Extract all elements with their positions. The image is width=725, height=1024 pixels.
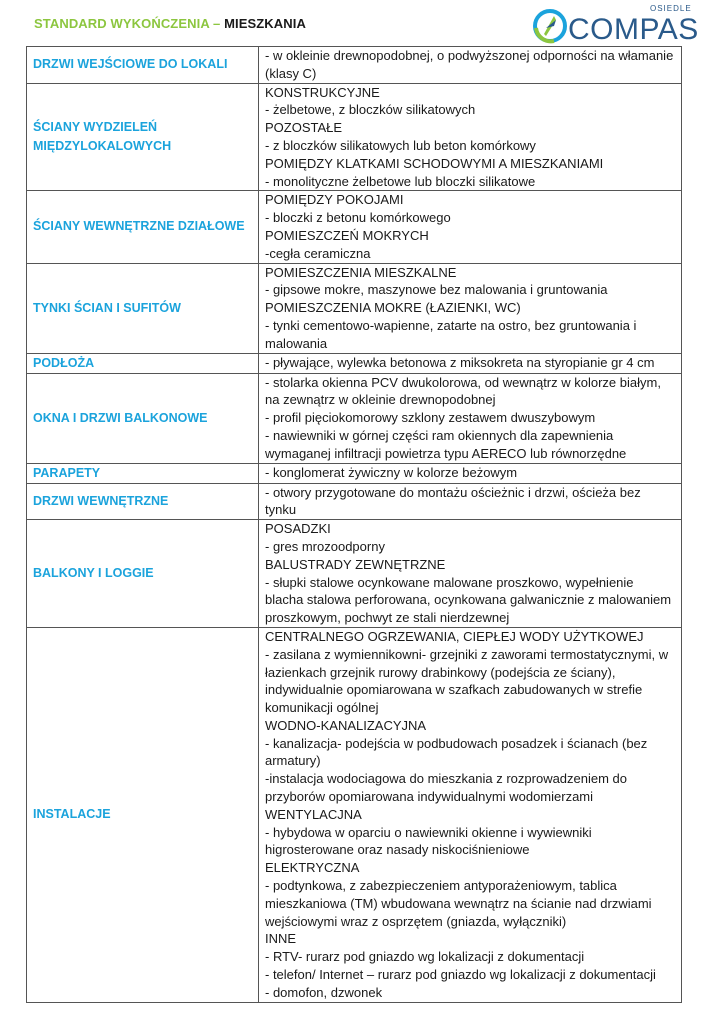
compass-logo-icon bbox=[532, 8, 568, 44]
table-row bbox=[27, 483, 682, 520]
row-label: DRZWI WEJŚCIOWE DO LOKALI bbox=[27, 47, 259, 84]
table-row bbox=[27, 47, 682, 84]
row-label: DRZWI WEWNĘTRZNE bbox=[27, 483, 259, 520]
description-line: - gres mrozoodporny bbox=[265, 538, 385, 554]
row-label: INSTALACJE bbox=[27, 627, 259, 1002]
table-row bbox=[27, 191, 682, 263]
compas-logo bbox=[532, 4, 699, 46]
title-suffix: MIESZKANIA bbox=[224, 16, 306, 31]
row-description bbox=[259, 191, 682, 263]
description-line: WODNO-KANALIZACYJNA bbox=[265, 717, 427, 733]
table-row bbox=[27, 463, 682, 483]
row-description bbox=[259, 263, 682, 353]
description-line: - domofon, dzwonek bbox=[265, 984, 383, 1000]
row-description bbox=[259, 47, 682, 84]
table-row bbox=[27, 627, 682, 1002]
title-prefix: STANDARD WYKOŃCZENIA – bbox=[34, 16, 225, 31]
description-line: ELEKTRYCZNA bbox=[265, 860, 360, 876]
row-description bbox=[259, 83, 682, 191]
description-line: KONSTRUKCYJNE bbox=[265, 84, 380, 100]
description-line: - z bloczków silikatowych lub beton komórkowy bbox=[265, 137, 536, 153]
description-line: - słupki stalowe ocynkowane malowane proszkowo, wypełnienie blacha stalowa perforowana, ocynkowana galwanicznie z malowaniem proszkowym, pochwyt ze stali nierdzewnej bbox=[265, 574, 672, 626]
description-line: - pływające, wylewka betonowa z miksokreta na styropianie gr 4 cm bbox=[265, 355, 655, 371]
row-description bbox=[259, 520, 682, 628]
row-label: ŚCIANY WYDZIELEŃ MIĘDZYLOKALOWYCH bbox=[27, 83, 259, 191]
description-line: - profil pięciokomorowy szklony zestawem dwuszybowym bbox=[265, 410, 596, 426]
description-line: - tynki cementowo-wapienne, zatarte na ostro, bez gruntowania i malowania bbox=[265, 317, 637, 351]
description-line: - RTV- rurarz pod gniazdo wg lokalizacji z dokumentacji bbox=[265, 949, 585, 965]
row-label: PARAPETY bbox=[27, 463, 259, 483]
logo-wordmark: COMPAS bbox=[568, 13, 699, 46]
table-row bbox=[27, 520, 682, 628]
row-description bbox=[259, 463, 682, 483]
description-line: - w okleinie drewnopodobnej, o podwyższonej odporności na włamanie (klasy C) bbox=[265, 48, 674, 81]
table-row bbox=[27, 353, 682, 373]
description-line: - podtynkowa, z zabezpieczeniem antyporażeniowym, tablica mieszkaniowa (TM) wbudowana wewnątrz na ścianie nad drzwiami wejściowymi wraz z osprzętem (gniazda, wyłączniki) bbox=[265, 878, 652, 929]
row-description bbox=[259, 627, 682, 1002]
table-row bbox=[27, 83, 682, 191]
description-line: - nawiewniki w górnej części ram okiennych dla zapewnienia wymaganej infiltracji powietrza typu AERECO lub równorzędne bbox=[265, 427, 627, 461]
description-line: POMIESZCZEŃ MOKRYCH bbox=[265, 227, 429, 243]
description-line: - otwory przygotowane do montażu ościeżnic i drzwi, ościeża bez tynku bbox=[265, 484, 641, 518]
table-row bbox=[27, 373, 682, 463]
description-line: WENTYLACJNA bbox=[265, 806, 362, 822]
description-line: CENTRALNEGO OGRZEWANIA, CIEPŁEJ WODY UŻYTKOWEJ bbox=[265, 628, 644, 644]
description-line: INNE bbox=[265, 931, 297, 947]
row-label: ŚCIANY WEWNĘTRZNE DZIAŁOWE bbox=[27, 191, 259, 263]
row-label: OKNA I DRZWI BALKONOWE bbox=[27, 373, 259, 463]
standards-table bbox=[26, 46, 682, 1003]
description-line: - żelbetowe, z bloczków silikatowych bbox=[265, 102, 476, 118]
row-label: BALKONY I LOGGIE bbox=[27, 520, 259, 628]
description-line: BALUSTRADY ZEWNĘTRZNE bbox=[265, 556, 446, 572]
description-line: - gipsowe mokre, maszynowe bez malowania i gruntowania bbox=[265, 282, 608, 298]
description-line: - hybydowa w oparciu o nawiewniki okienne i wywiewniki higrosterowane oraz nasady niskociśnieniowe bbox=[265, 824, 592, 858]
page-title bbox=[34, 16, 306, 31]
description-line: POSADZKI bbox=[265, 521, 331, 537]
description-line: - monolityczne żelbetowe lub bloczki silikatowe bbox=[265, 173, 536, 189]
description-line: - kanalizacja- podejścia w podbudowach posadzek i ścianach (bez armatury) bbox=[265, 735, 648, 769]
description-line: POZOSTAŁE bbox=[265, 120, 343, 136]
description-line: POMIESZCZENIA MIESZKALNE bbox=[265, 264, 457, 280]
table-row bbox=[27, 263, 682, 353]
description-line: - stolarka okienna PCV dwukolorowa, od wewnątrz w kolorze białym, na zewnątrz w okleinie drewnopodobnej bbox=[265, 374, 661, 408]
row-description bbox=[259, 373, 682, 463]
row-description bbox=[259, 353, 682, 373]
description-line: - zasilana z wymiennikowni- grzejniki z zaworami termostatycznymi, w łazienkach grzejnik rurowy drabinkowy (podejścia ze ściany), indywidualnie opomiarowana w szafkach zabudowanych w strefie komunikacji ogólnej bbox=[265, 646, 669, 716]
row-label: TYNKI ŚCIAN I SUFITÓW bbox=[27, 263, 259, 353]
description-line: -cegła ceramiczna bbox=[265, 245, 371, 261]
description-line: - bloczki z betonu komórkowego bbox=[265, 210, 451, 226]
description-line: POMIESZCZENIA MOKRE (ŁAZIENKI, WC) bbox=[265, 300, 521, 316]
row-description bbox=[259, 483, 682, 520]
description-line: - telefon/ Internet – rurarz pod gniazdo wg lokalizacji z dokumentacji bbox=[265, 967, 656, 983]
logo-subtitle: OSIEDLE bbox=[650, 4, 692, 13]
description-line: - konglomerat żywiczny w kolorze beżowym bbox=[265, 465, 518, 481]
description-line: -instalacja wodociagowa do mieszkania z rozprowadzeniem do przyborów opomiarowana indywidualnymi wodomierzami bbox=[265, 771, 628, 805]
row-label: PODŁOŻA bbox=[27, 353, 259, 373]
description-line: POMIĘDZY POKOJAMI bbox=[265, 192, 404, 208]
description-line: POMIĘDZY KLATKAMI SCHODOWYMI A MIESZKANIAMI bbox=[265, 155, 604, 171]
